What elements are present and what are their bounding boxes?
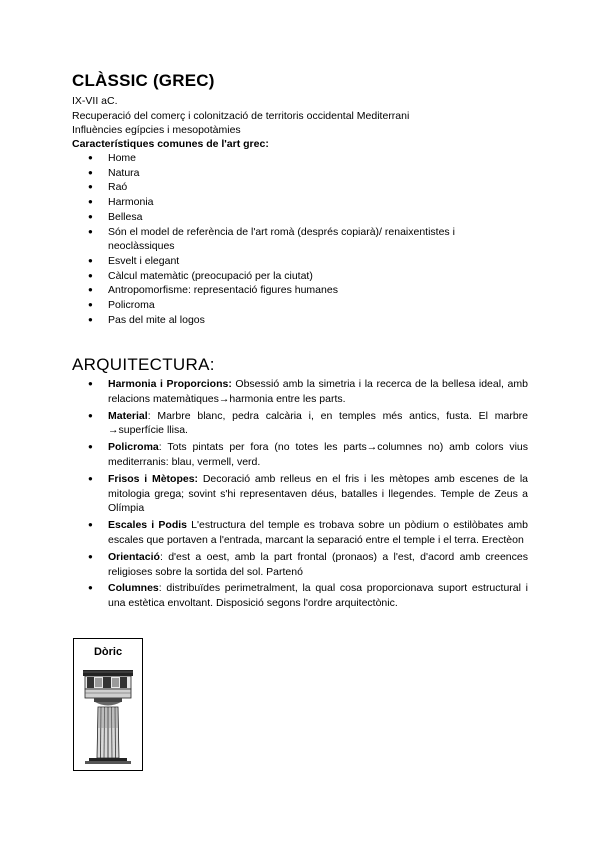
page-title: CLÀSSIC (GREC) bbox=[72, 71, 215, 90]
intro-trade: Recuperació del comerç i colonització de territoris occidental Mediterrani bbox=[72, 110, 410, 122]
features-heading: Característiques comunes de l'art grec: bbox=[72, 138, 269, 150]
item-text: Obsessió amb la simetria i la recerca de la bellesa ideal, amb relacions matemàtiques→harmonia entre les parts. bbox=[108, 378, 528, 405]
list-item: ● Natura bbox=[72, 166, 492, 181]
list-item bbox=[72, 518, 528, 548]
list-item bbox=[72, 377, 528, 407]
features-list bbox=[72, 151, 492, 327]
item-term: Material bbox=[108, 409, 148, 422]
item-text: L'estructura del temple es trobava sobre un pòdium o estilòbates amb escales que portaven a l'entrada, marcant la separació entre el temple i el terra. Erectèon bbox=[108, 519, 529, 546]
list-item bbox=[72, 440, 528, 470]
doric-order-figure bbox=[73, 638, 143, 771]
item-term: Frisos i Mètopes: bbox=[108, 472, 199, 485]
list-item: ● Harmonia bbox=[72, 195, 492, 210]
architecture-heading: ARQUITECTURA: bbox=[72, 355, 215, 374]
list-item: ● Pas del mite al logos bbox=[72, 313, 492, 328]
list-item: ● Són el model de referència de l'art romà (després copiarà)/ renaixentistes i neoclàssiques bbox=[72, 225, 492, 254]
list-item: ● Càlcul matemàtic (preocupació per la ciutat) bbox=[72, 269, 492, 284]
item-text: : distribuïdes perimetralment, la qual cosa proporcionava suport estructural i una estètica envoltant. Disposició segons l'ordre arquitectònic. bbox=[108, 582, 528, 610]
item-term: Columnes bbox=[108, 582, 159, 595]
architecture-list bbox=[72, 377, 528, 613]
item-term: Policroma bbox=[108, 441, 159, 454]
figure-caption: Dòric bbox=[93, 646, 123, 658]
item-term: Harmonia i Proporcions: bbox=[108, 378, 232, 390]
list-item bbox=[72, 472, 528, 516]
list-item: ● Policroma bbox=[72, 298, 492, 313]
list-item: ● Home bbox=[72, 151, 492, 166]
item-text: : d'est a oest, amb la part frontal (pronaos) a l'est, d'acord amb creences religioses sobre la sortida del sol. Partenó bbox=[108, 550, 528, 578]
list-item: ● Bellesa bbox=[72, 210, 492, 225]
list-item: ● Esvelt i elegant bbox=[72, 254, 492, 269]
item-term: Escales i Podis bbox=[108, 519, 187, 532]
list-item: ● Raó bbox=[72, 180, 492, 195]
item-text: : Marbre blanc, pedra calcària i, en temples més antics, fusta. El marbre →superfície llisa. bbox=[108, 409, 528, 437]
item-text: : Tots pintats per fora (no totes les parts→columnes no) amb colors vius mediterranis: blau, vermell, verd. bbox=[108, 441, 528, 468]
item-text: Decoració amb relleus en el fris i les mètopes amb escenes de la mitologia grega; sovint s'hi representaven déus, batalles i llegendes. Temple de Zeus a Olímpia bbox=[108, 472, 528, 515]
doric-column-illustration bbox=[81, 668, 135, 764]
intro-period: IX-VII aC. bbox=[72, 95, 118, 107]
list-item bbox=[72, 550, 528, 580]
list-item bbox=[72, 409, 528, 439]
item-term: Orientació bbox=[108, 550, 160, 563]
list-item bbox=[72, 581, 528, 611]
list-item: ● Antropomorfisme: representació figures humanes bbox=[72, 283, 492, 298]
intro-influences: Influències egípcies i mesopotàmies bbox=[72, 124, 241, 136]
